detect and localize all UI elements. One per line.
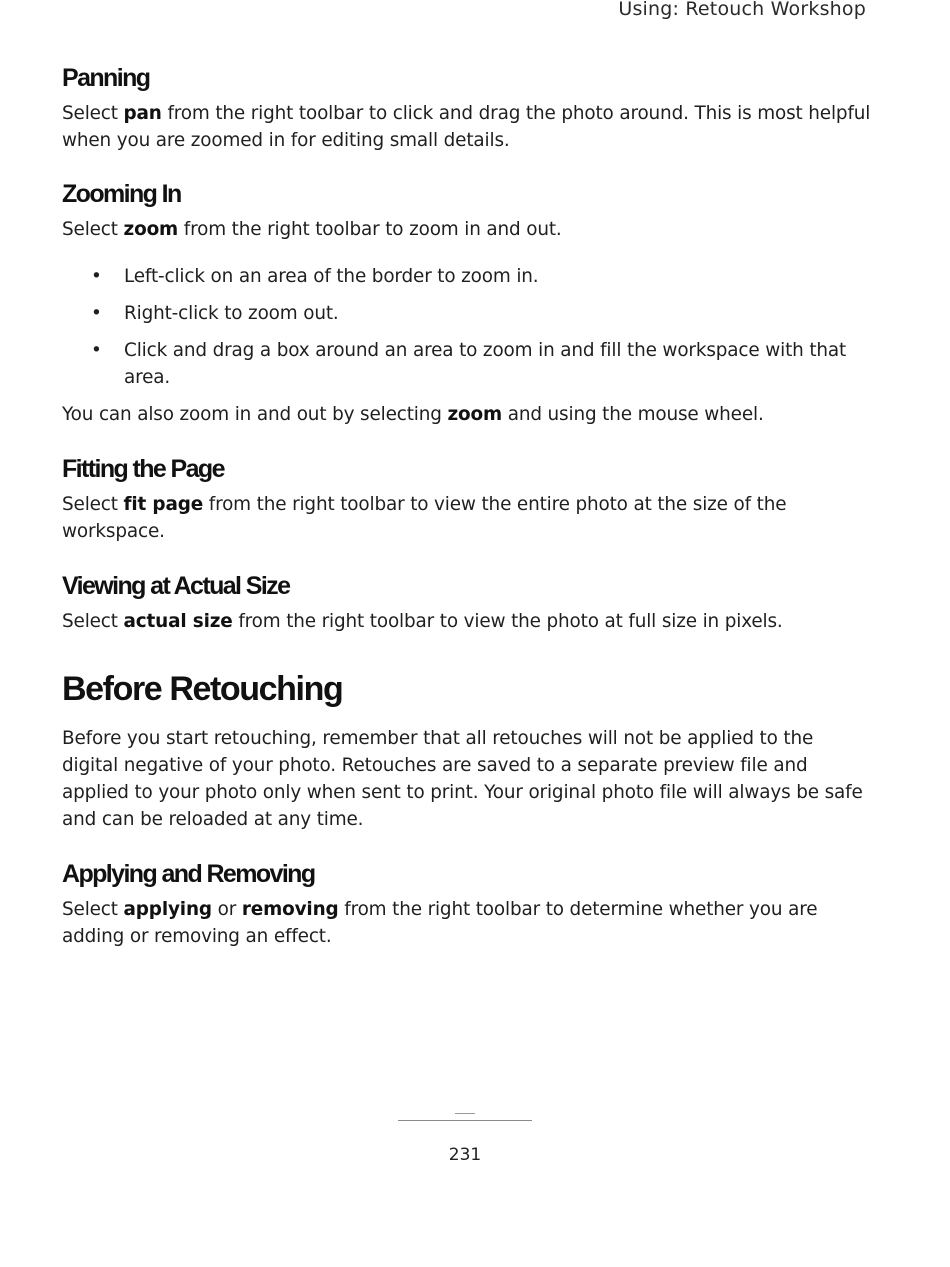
removing-keyword: removing (241, 899, 339, 920)
list-item (62, 337, 872, 391)
footer-rule (398, 1120, 532, 1121)
list-item (62, 263, 872, 290)
actual-size-paragraph (62, 608, 872, 635)
before-retouching-paragraph: Before you start retouching, remember that all retouches will not be applied to the digital negative of your photo. Retouches are saved to a separate preview file and applied to your photo only when sent to print. Your original photo file will always be safe and can be reloaded at any time. (62, 728, 863, 830)
zoom-bullet-list (62, 263, 872, 391)
panning-keyword: pan (123, 103, 162, 124)
heading-applying: Applying and Removing (62, 860, 315, 888)
actual-size-text-after: from the right toolbar to view the photo at full size in pixels. (232, 611, 783, 632)
section-actual-size (62, 570, 872, 635)
actual-size-text-before: Select (62, 611, 124, 632)
panning-text-after: from the right toolbar to click and drag the photo around. This is most helpful when you are zoomed in for editing small details. (62, 103, 871, 151)
bullet-glyph: • (91, 340, 102, 361)
fitting-keyword: fit page (123, 494, 204, 515)
list-item-text: Left-click on an area of the border to zoom in. (124, 266, 539, 287)
applying-text-after: from the right toolbar to determine whether you are adding or removing an effect. (62, 899, 818, 947)
heading-actual-size: Viewing at Actual Size (62, 572, 290, 600)
fitting-text-before: Select (62, 494, 124, 515)
applying-text-before: Select (62, 899, 124, 920)
followup-text-before: You can also zoom in and out by selecting (62, 404, 448, 425)
followup-keyword: zoom (447, 404, 502, 425)
page-number: 231 (448, 1145, 482, 1165)
footer-rule-mark (455, 1113, 475, 1114)
heading-panning: Panning (62, 64, 150, 92)
section-zooming (62, 178, 872, 428)
fitting-text-after: from the right toolbar to view the entire photo at the size of the workspace. (62, 494, 787, 542)
bullet-glyph: • (91, 266, 102, 287)
section-fitting (62, 453, 872, 545)
applying-paragraph (62, 896, 872, 950)
heading-zooming: Zooming In (62, 180, 181, 208)
zoom-followup-paragraph (62, 401, 872, 428)
actual-size-keyword: actual size (123, 611, 233, 632)
heading-fitting: Fitting the Page (62, 455, 224, 483)
section-applying (62, 858, 872, 950)
zooming-keyword: zoom (123, 219, 179, 240)
section-before-retouching (62, 667, 872, 833)
section-panning (62, 62, 872, 154)
panning-text-before: Select (62, 103, 124, 124)
bullet-glyph: • (91, 303, 102, 324)
panning-paragraph (62, 100, 872, 154)
zooming-text-after: from the right toolbar to zoom in and out. (178, 219, 562, 240)
fitting-paragraph (62, 491, 872, 545)
zooming-text-before: Select (62, 219, 124, 240)
followup-text-after: and using the mouse wheel. (502, 404, 764, 425)
list-item-text: Right-click to zoom out. (124, 303, 339, 324)
zooming-paragraph (62, 216, 872, 243)
applying-keyword: applying (123, 899, 212, 920)
heading-before-retouching: Before Retouching (62, 670, 343, 708)
list-item (62, 300, 872, 327)
running-header: Using: Retouch Workshop (618, 0, 866, 20)
page-content (62, 62, 872, 950)
list-item-text: Click and drag a box around an area to zoom in and fill the workspace with that area. (124, 340, 847, 388)
applying-text-mid: or (211, 899, 242, 920)
